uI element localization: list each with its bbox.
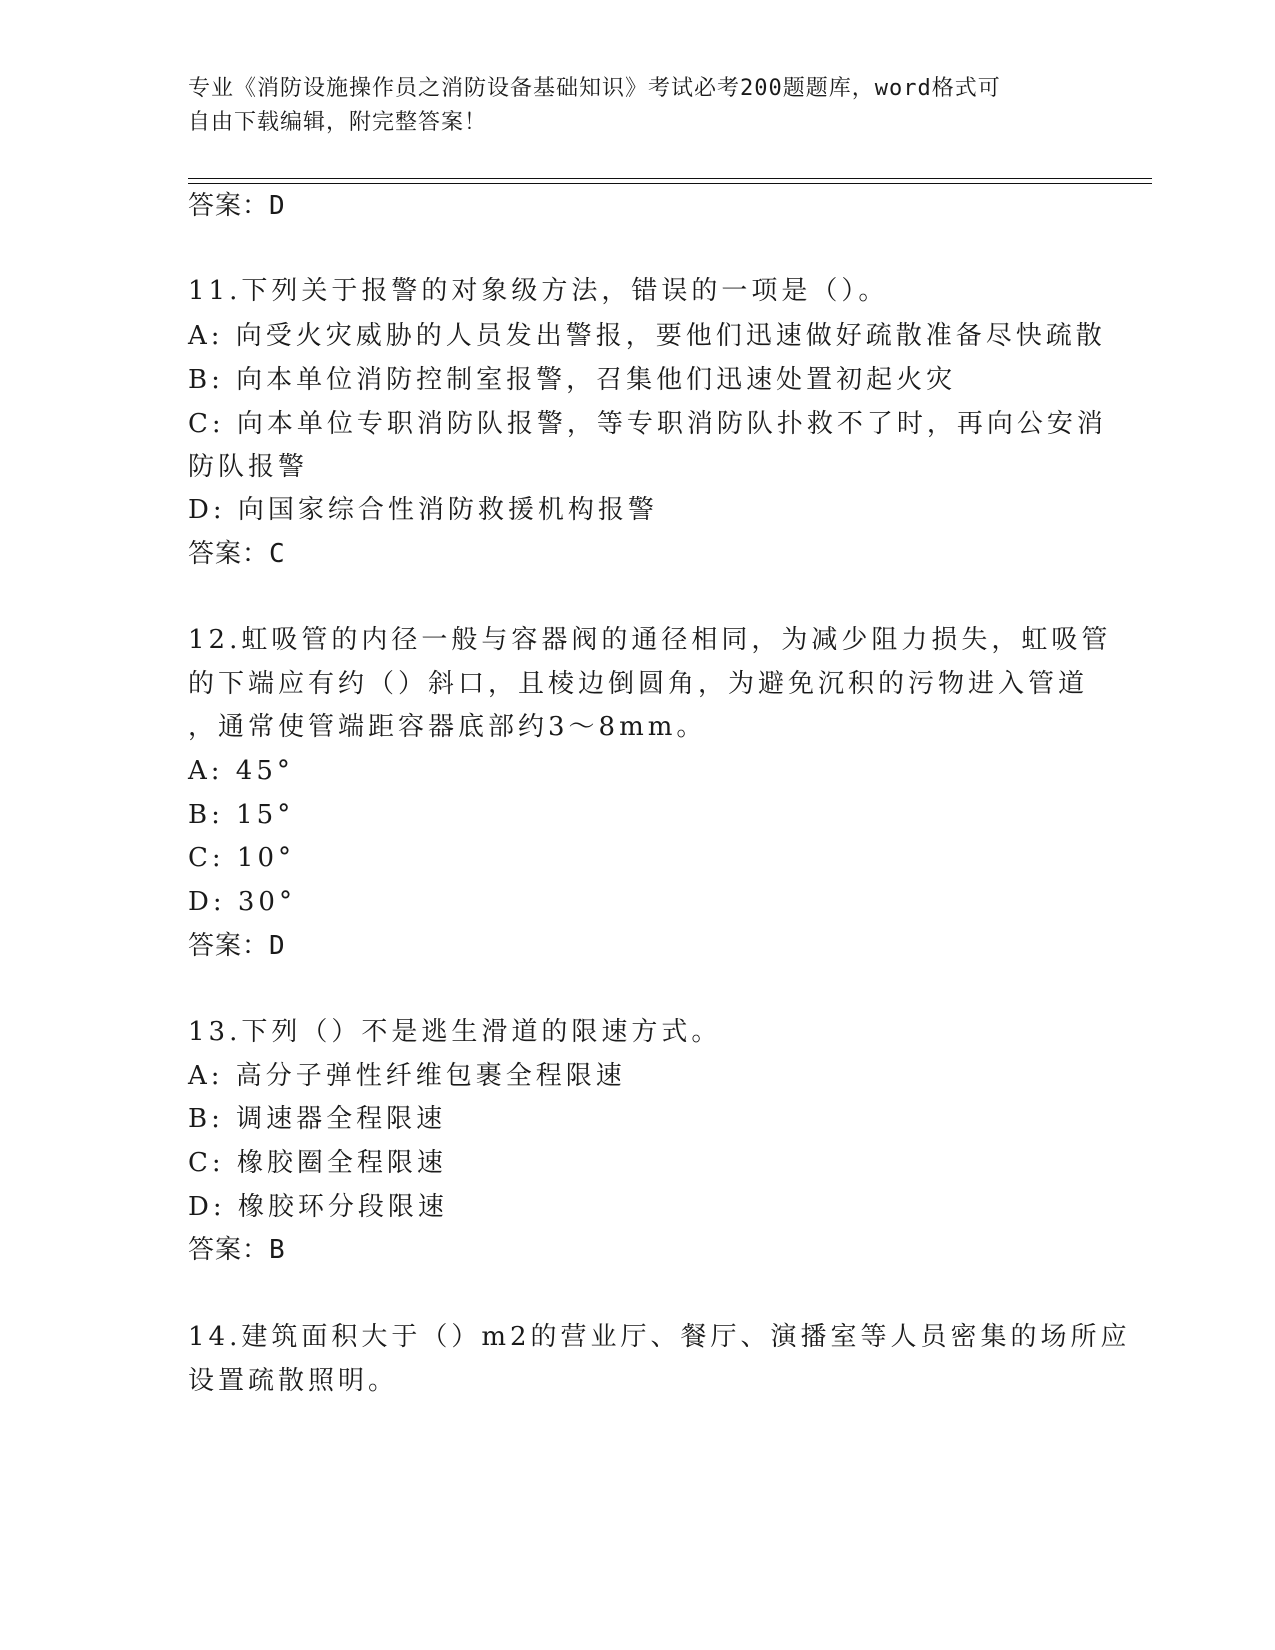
answer-label: 答案：: [188, 539, 270, 569]
q12-option-d: D: 30°: [188, 887, 296, 917]
q11-option-d: D: 向国家综合性消防救援机构报警: [188, 495, 658, 525]
answer-value: D: [269, 191, 286, 221]
q13-question: 13.下列（）不是逃生滑道的限速方式。: [188, 1017, 722, 1047]
q14-question-cont: 设置疏散照明。: [188, 1366, 399, 1396]
document-header: [188, 72, 1088, 140]
answer-label: 答案：: [188, 1235, 270, 1265]
q12-option-c: C: 10°: [188, 843, 296, 873]
q10-answer: [188, 190, 286, 222]
q12-question-cont-2: ，通常使管端距容器底部约3～8mm。: [188, 712, 707, 742]
q11-option-b: B: 向本单位消防控制室报警，召集他们迅速处置初起火灾: [188, 365, 957, 395]
header-line-1: 专业《消防设施操作员之消防设备基础知识》考试必考200题题库，word格式可: [188, 76, 1001, 101]
q12-question-cont-1: 的下端应有约（）斜口，且棱边倒圆角，为避免沉积的污物进入管道: [188, 669, 1089, 699]
header-line-2: 自由下载编辑，附完整答案！: [188, 110, 488, 135]
q13-answer: [188, 1234, 286, 1266]
q11-question: 11.下列关于报警的对象级方法，错误的一项是（）。: [188, 276, 889, 306]
answer-value: C: [269, 539, 286, 569]
q14-question: 14.建筑面积大于（）m2的营业厅、餐厅、演播室等人员密集的场所应: [188, 1322, 1131, 1352]
q12-question: 12.虹吸管的内径一般与容器阀的通径相同，为减少阻力损失，虹吸管: [188, 625, 1112, 655]
q11-option-a: A: 向受火灾威胁的人员发出警报，要他们迅速做好疏散准备尽快疏散: [188, 321, 1106, 351]
q11-answer: [188, 538, 286, 570]
q13-option-c: C: 橡胶圈全程限速: [188, 1148, 447, 1178]
answer-value: D: [269, 931, 286, 961]
q11-option-c: C: 向本单位专职消防队报警，等专职消防队扑救不了时，再向公安消: [188, 409, 1107, 439]
q13-option-b: B: 调速器全程限速: [188, 1104, 447, 1134]
answer-label: 答案：: [188, 931, 270, 961]
answer-label: 答案：: [188, 191, 270, 221]
q13-option-d: D: 橡胶环分段限速: [188, 1192, 448, 1222]
header-divider-top: [188, 178, 1152, 179]
header-divider-bottom: [188, 183, 1152, 184]
q12-answer: [188, 930, 286, 962]
answer-value: B: [269, 1235, 286, 1265]
q12-option-a: A: 45°: [188, 756, 294, 786]
q11-option-c-cont: 防队报警: [188, 452, 309, 482]
q13-option-a: A: 高分子弹性纤维包裹全程限速: [188, 1061, 626, 1091]
q12-option-b: B: 15°: [188, 800, 295, 830]
